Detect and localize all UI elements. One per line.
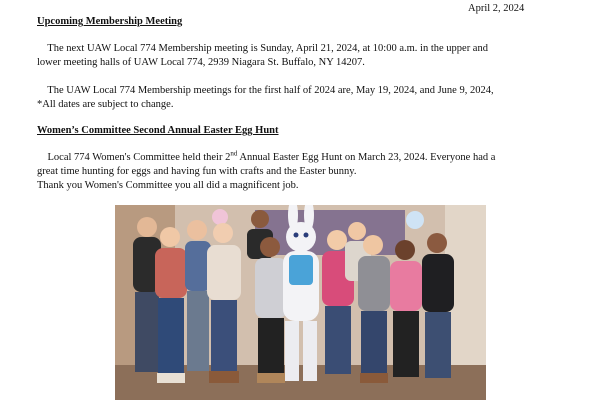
group-photo-illustration: [115, 205, 486, 400]
schedule-line-2: *All dates are subject to change.: [37, 99, 174, 110]
meeting-line-2: lower meeting halls of UAW Local 774, 2939 Niagara St. Buffalo, NY 14207.: [37, 57, 365, 68]
easter-paragraph: [37, 151, 557, 193]
meeting-paragraph: [37, 42, 557, 70]
easter-line-1-end: Annual Easter Egg Hunt on March 23, 2024. Everyone had a: [237, 152, 496, 163]
section-heading-meeting: Upcoming Membership Meeting: [37, 16, 183, 27]
newsletter-date: April 2, 2024: [468, 3, 525, 14]
easter-line-1-start: Local 774 Women's Committee held their 2: [37, 152, 231, 163]
easter-line-3: Thank you Women's Committee you all did a magnificent job.: [37, 180, 299, 191]
meeting-line-1: The next UAW Local 774 Membership meeting is Sunday, April 21, 2024, at 10:00 a.m. in the upper and: [37, 43, 488, 54]
ordinal-suffix: nd: [230, 149, 238, 158]
group-photo: [115, 205, 486, 400]
section-heading-easter-egg-hunt: Women’s Committee Second Annual Easter Egg Hunt: [37, 125, 279, 136]
easter-line-1: [37, 151, 557, 165]
schedule-line-1: The UAW Local 774 Membership meetings for the first half of 2024 are, May 19, 2024, and June 9, 2024,: [37, 85, 494, 96]
schedule-paragraph: [37, 84, 557, 112]
easter-line-2: great time hunting for eggs and having fun with crafts and the Easter bunny.: [37, 166, 357, 177]
